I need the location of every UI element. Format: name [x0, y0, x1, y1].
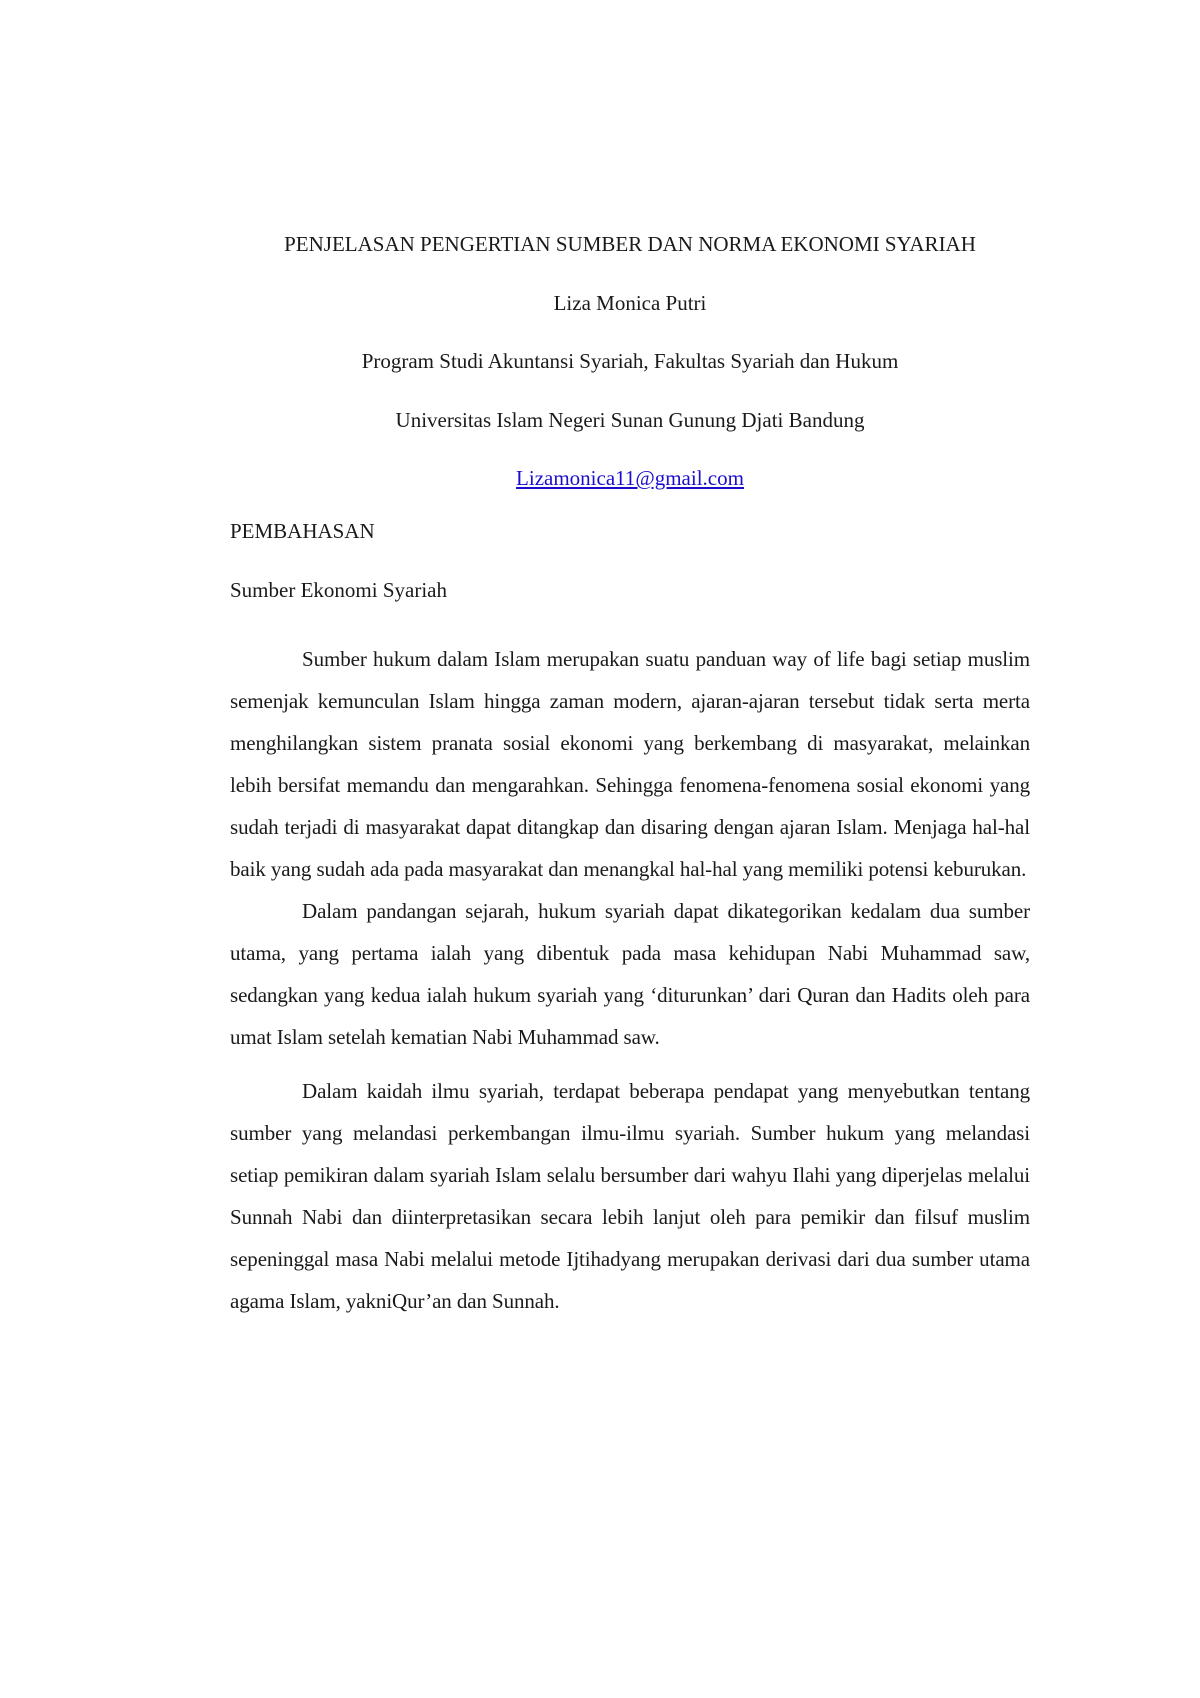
document-title: PENJELASAN PENGERTIAN SUMBER DAN NORMA EKONOMI SYARIAH — [284, 232, 976, 256]
title-block — [230, 228, 1030, 521]
body-paragraph: Sumber hukum dalam Islam merupakan suatu panduan way of life bagi setiap muslim semenjak kemunculan Islam hingga zaman modern, ajaran-ajaran tersebut tidak serta merta menghilangkan sistem pranata sosial ekonomi yang berkembang di masyarakat, melainkan lebih bersifat memandu dan mengarahkan. Sehingga fenomena-fenomena sosial ekonomi yang sudah terjadi di masyarakat dapat ditangkap dan disaring dengan ajaran Islam. Menjaga hal-hal baik yang sudah ada pada masyarakat dan menangkal hal-hal yang memiliki potensi keburukan. — [230, 647, 1030, 881]
document-body — [230, 515, 1030, 1322]
subsection-heading: Sumber Ekonomi Syariah — [230, 577, 447, 602]
email-line — [230, 462, 1030, 521]
section-heading: PEMBAHASAN — [230, 519, 375, 543]
body-paragraph: Dalam pandangan sejarah, hukum syariah dapat dikategorikan kedalam dua sumber utama, yang pertama ialah yang dibentuk pada masa kehidupan Nabi Muhammad saw, sedangkan yang kedua ialah hukum syariah yang ‘diturunkan’ dari Quran dan Hadits oleh para umat Islam setelah kematian Nabi Muhammad saw. — [230, 899, 1030, 1049]
university-affiliation: Universitas Islam Negeri Sunan Gunung Djati Bandung — [395, 407, 865, 432]
program-affiliation: Program Studi Akuntansi Syariah, Fakultas Syariah dan Hukum — [361, 349, 899, 373]
author-name: Liza Monica Putri — [553, 290, 707, 315]
body-paragraph: Dalam kaidah ilmu syariah, terdapat beberapa pendapat yang menyebutkan tentang sumber yang melandasi perkembangan ilmu-ilmu syariah. Sumber hukum yang melandasi setiap pemikiran dalam syariah Islam selalu bersumber dari wahyu Ilahi yang diperjelas melalui Sunnah Nabi dan diinterpretasikan secara lebih lanjut oleh para pemikir dan filsuf muslim sepeninggal masa Nabi melalui metode Ijtihadyang merupakan derivasi dari dua sumber utama agama Islam, yakniQur’an dan Sunnah. — [230, 1079, 1030, 1313]
email-link[interactable]: Lizamonica11@gmail.com — [516, 466, 744, 490]
